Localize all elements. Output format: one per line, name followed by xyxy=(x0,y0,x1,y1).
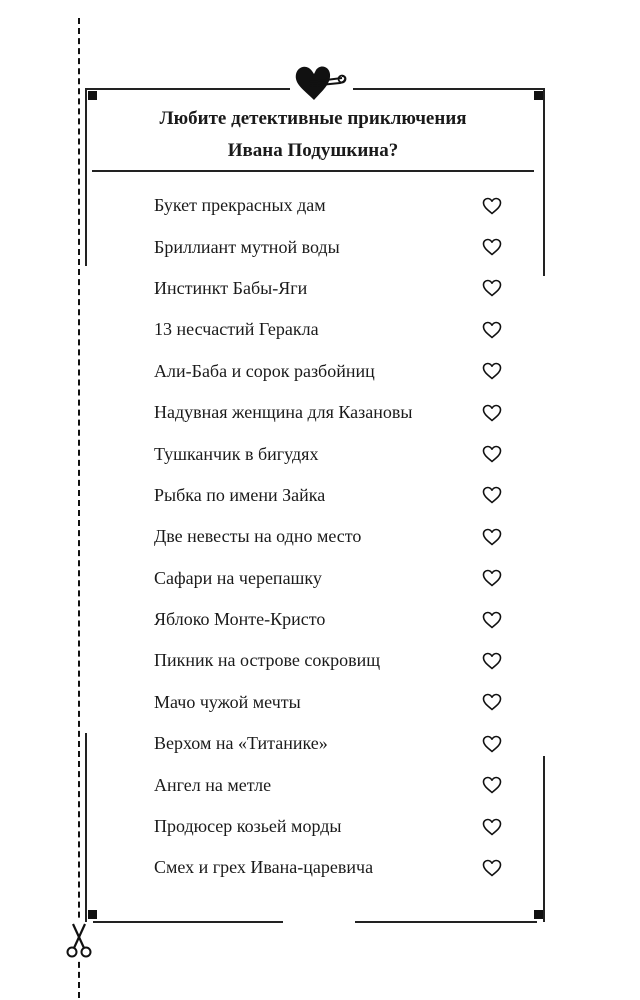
heart-outline-icon xyxy=(482,735,502,753)
list-item xyxy=(154,723,514,764)
title-divider xyxy=(92,170,534,172)
list-item xyxy=(154,682,514,723)
book-title: Верхом на «Титанике» xyxy=(154,733,328,754)
book-title: Букет прекрасных дам xyxy=(154,195,326,216)
book-title: Рыбка по имени Зайка xyxy=(154,484,326,505)
heart-outline-icon xyxy=(482,486,502,504)
list-item xyxy=(154,351,514,392)
book-title: Мачо чужой мечты xyxy=(154,691,301,712)
book-title: Бриллиант мутной воды xyxy=(154,236,340,257)
heart-outline-icon xyxy=(482,197,502,215)
heart-outline-icon xyxy=(482,611,502,629)
heart-outline-icon xyxy=(482,362,502,380)
heart-outline-icon xyxy=(482,238,502,256)
heart-outline-icon xyxy=(482,569,502,587)
book-title: Яблоко Монте-Кристо xyxy=(154,609,326,630)
heart-outline-icon xyxy=(482,528,502,546)
list-item xyxy=(154,309,514,350)
list-item xyxy=(154,475,514,516)
title-line-2: Ивана Подушкина? xyxy=(227,140,399,161)
scissors-icon xyxy=(64,920,94,960)
book-title: 13 несчастий Геракла xyxy=(154,319,319,340)
list-item xyxy=(154,847,514,888)
book-title: Две невесты на одно место xyxy=(154,526,362,547)
book-title: Тушканчик в бигудях xyxy=(154,443,319,464)
heart-outline-icon xyxy=(482,279,502,297)
title-line-1: Любите детективные приключения xyxy=(159,108,467,129)
list-item xyxy=(154,226,514,267)
list-item xyxy=(154,640,514,681)
book-title: Смех и грех Ивана-царевича xyxy=(154,857,374,878)
book-title: Али-Баба и сорок разбойниц xyxy=(154,360,375,381)
book-title: Надувная женщина для Казановы xyxy=(154,402,413,423)
heart-outline-icon xyxy=(482,859,502,877)
list-item xyxy=(154,764,514,805)
heart-outline-icon xyxy=(482,652,502,670)
heart-outline-icon xyxy=(482,445,502,463)
list-item xyxy=(154,516,514,557)
heart-outline-icon xyxy=(482,404,502,422)
book-list xyxy=(154,185,514,889)
list-item xyxy=(154,185,514,226)
heart-outline-icon xyxy=(482,693,502,711)
heart-outline-icon xyxy=(482,818,502,836)
book-title: Сафари на черепашку xyxy=(154,567,322,588)
list-item xyxy=(154,392,514,433)
book-title: Ангел на метле xyxy=(154,774,272,795)
heart-outline-icon xyxy=(482,321,502,339)
heart-with-safety-pin-icon xyxy=(290,58,350,104)
cut-line xyxy=(78,18,80,998)
book-title: Инстинкт Бабы-Яги xyxy=(154,277,308,298)
page-title xyxy=(92,103,534,167)
book-title: Пикник на острове сокровищ xyxy=(154,650,381,671)
heart-outline-icon xyxy=(482,776,502,794)
list-item xyxy=(154,806,514,847)
list-item xyxy=(154,433,514,474)
list-item xyxy=(154,599,514,640)
book-title: Продюсер козьей морды xyxy=(154,816,342,837)
list-item xyxy=(154,558,514,599)
list-item xyxy=(154,268,514,309)
